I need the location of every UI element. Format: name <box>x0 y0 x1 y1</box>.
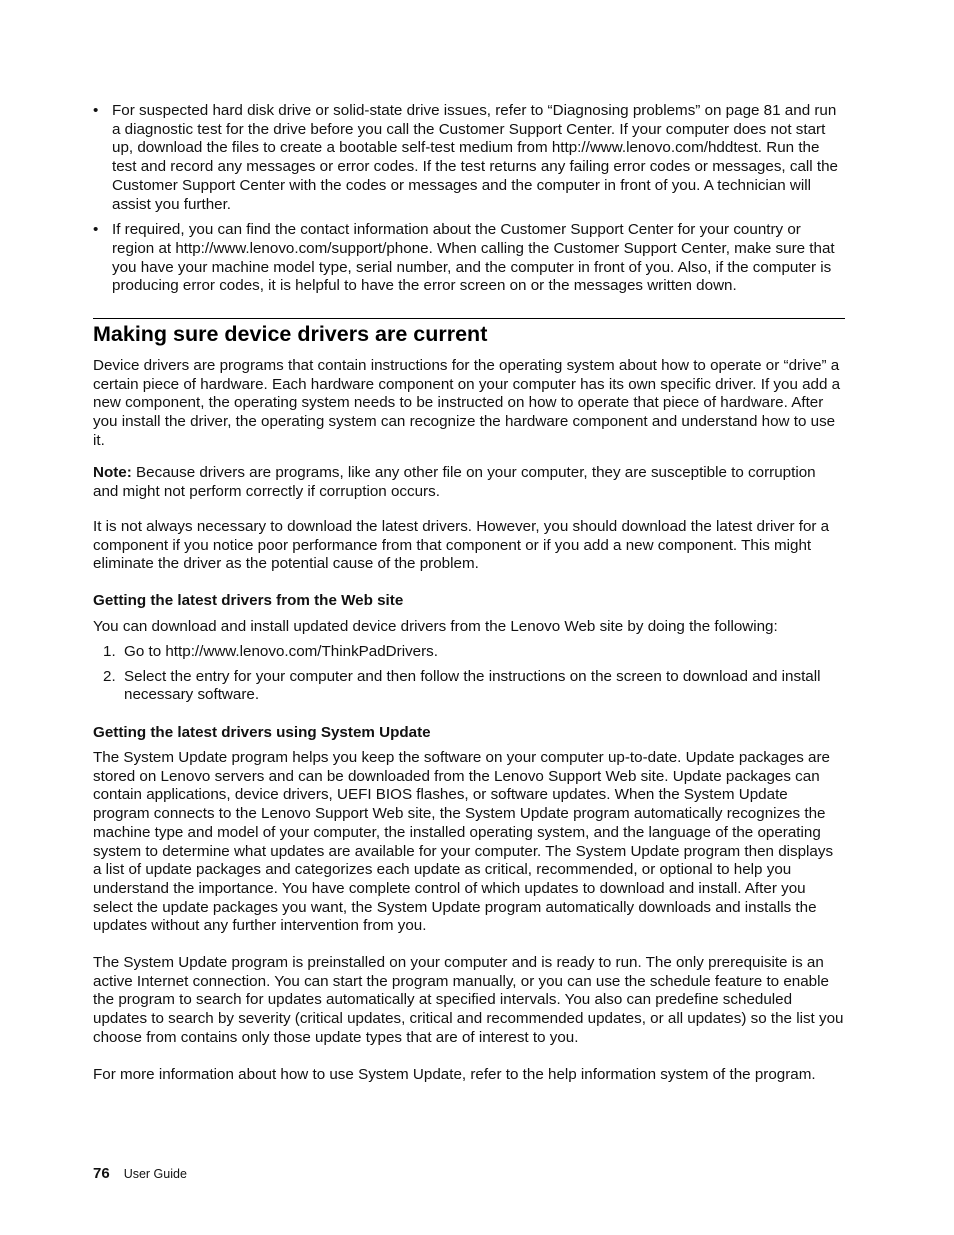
step-text: Select the entry for your computer and then follow the instructions on the screen to download and install necessary software. <box>124 667 821 704</box>
support-bullet-list <box>93 102 845 303</box>
bullet-text: For suspected hard disk drive or solid-state drive issues, refer to “Diagnosing problems” on page 81 and run a diagnostic test for the drive before you call the Customer Support Center. If your computer does not start up, download the files to create a bootable self-test medium from http://www.lenovo.com/hddtest. Run the test and record any messages or error codes. If the test returns any failing error codes or messages, call the Customer Support Center with the codes or messages and the computer in front of you. A technician will assist you further. <box>112 102 838 213</box>
list-item <box>93 668 845 705</box>
page-number: 76 <box>93 1165 110 1182</box>
web-site-heading: Getting the latest drivers from the Web site <box>93 592 404 609</box>
step-number: 1. <box>103 643 116 660</box>
bullet-text: If required, you can find the contact information about the Customer Support Center for your country or region at http://www.lenovo.com/support/phone. When calling the Customer Support Center, make sure that you have your machine model type, serial number, and the computer in front of you. Also, if the computer is producing error codes, it is helpful to have the error screen on or the messages written down. <box>112 221 835 295</box>
bullet-icon: • <box>93 102 99 119</box>
latest-drivers-paragraph: It is not always necessary to download the latest drivers. However, you should download the latest driver for a component if you notice poor performance from that component or if you add a new component. This might eliminate the driver as the potential cause of the problem. <box>93 518 830 573</box>
system-update-paragraph: The System Update program helps you keep the software on your computer up-to-date. Update packages are stored on Lenovo servers and can be downloaded from the Lenovo Support Web site. Update packages can contain applications, device drivers, UEFI BIOS flashes, or software updates. When the System Update program connects to the Lenovo Support Web site, the System Update program automatically recognizes the machine type and model of your computer, the installed operating system, and the language of the operating system to determine what updates are available for your computer. The System Update program then displays a list of update packages and categorizes each update as critical, recommended, or optional to help you understand the importance. You have complete control of which updates to download and install. After you select the update packages you want, the System Update program automatically downloads and installs the updates without any further intervention from you. <box>93 749 834 935</box>
section-title: Making sure device drivers are current <box>93 322 488 346</box>
note-paragraph <box>93 464 845 501</box>
system-update-heading: Getting the latest drivers using System Update <box>93 724 431 741</box>
list-item <box>93 102 845 214</box>
system-update-help-paragraph: For more information about how to use System Update, refer to the help information system of the program. <box>93 1066 816 1083</box>
section-divider <box>93 318 845 319</box>
bullet-icon: • <box>93 221 99 239</box>
web-site-intro: You can download and install updated device drivers from the Lenovo Web site by doing the following: <box>93 618 778 635</box>
document-title: User Guide <box>123 1167 187 1181</box>
step-number: 2. <box>103 667 116 685</box>
download-steps <box>93 643 845 711</box>
step-text: Go to http://www.lenovo.com/ThinkPadDrivers. <box>124 643 438 660</box>
note-text: Because drivers are programs, like any other file on your computer, they are susceptible to corruption and might not perform correctly if corruption occurs. <box>93 464 816 500</box>
page-footer <box>93 1165 187 1184</box>
note-label: Note: <box>93 464 132 481</box>
list-item <box>93 221 845 296</box>
list-item <box>93 643 845 662</box>
system-update-preinstalled-paragraph: The System Update program is preinstalled on your computer and is ready to run. The only prerequisite is an active Internet connection. You can start the program manually, or you can use the schedule feature to enable the program to search for updates automatically at specified intervals. You also can predefine scheduled updates to search by severity (critical updates, critical and recommended updates, or all updates) so the list you choose from contains only those update types that are of interest to you. <box>93 954 844 1046</box>
intro-paragraph: Device drivers are programs that contain instructions for the operating system about how to operate or “drive” a certain piece of hardware. Each hardware component on your computer has its own specific driver. If you add a new component, the operating system needs to be instructed on how to operate that piece of hardware. After you install the driver, the operating system can recognize the hardware component and understand how to use it. <box>93 357 841 449</box>
